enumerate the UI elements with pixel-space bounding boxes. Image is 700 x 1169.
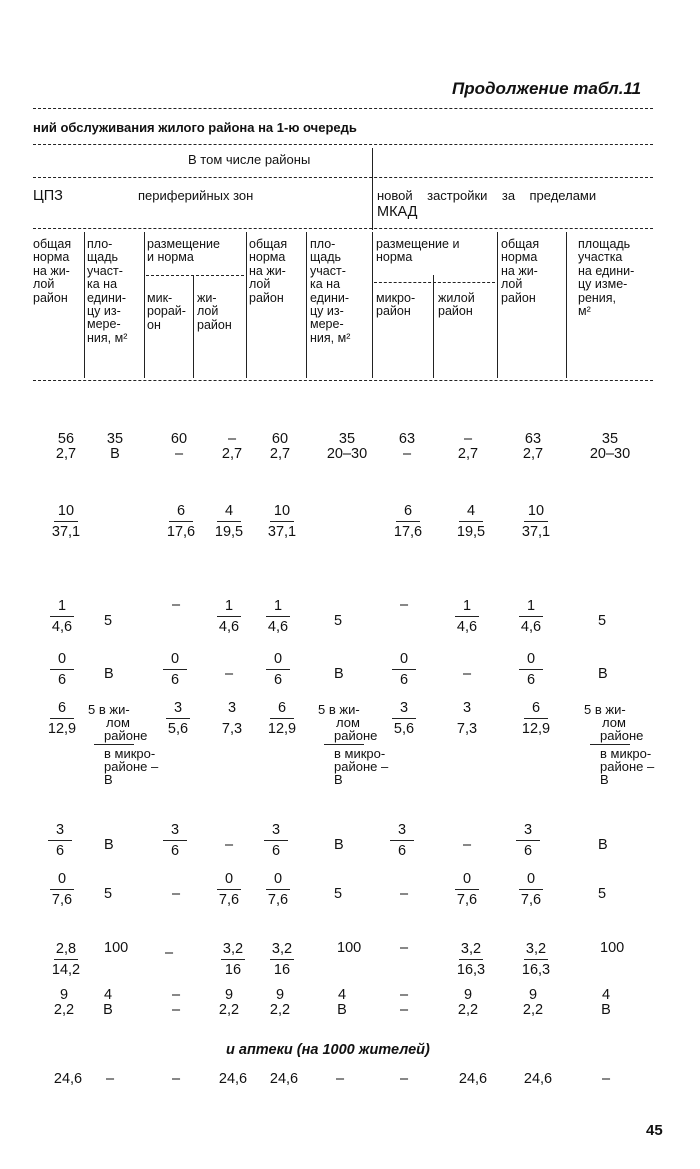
fraction-cell: 6 12,9 [267, 700, 297, 737]
rule [33, 108, 653, 109]
periph-label: периферийных зон [138, 188, 254, 203]
table-cell: 4 В [337, 987, 347, 1018]
fraction-cell: 1 4,6 [267, 598, 289, 635]
fraction-cell: 3 6 [40, 822, 80, 859]
fraction-cell: 0 6 [511, 651, 551, 688]
cell-value: – [400, 597, 409, 613]
cell-value: 100 [600, 940, 625, 956]
col-divider [84, 232, 85, 378]
col-header-obsch2: общая норма на жи- лой район [249, 237, 288, 305]
col-divider [433, 275, 434, 378]
continuation-label: Продолжение табл.11 [452, 79, 642, 98]
cell-value: 5 [104, 613, 113, 629]
fraction-cell: 3,2 16 [271, 941, 293, 978]
col-header-mikro1: мик- рорай- он [147, 291, 186, 332]
table-cell: 9 2,2 [457, 987, 479, 1018]
fraction-cell: 4 19,5 [214, 503, 244, 540]
fraction-cell: 3 5,6 [393, 700, 415, 737]
cell-value: В [104, 666, 114, 682]
cell-value: 100 [337, 940, 362, 956]
table-cell: – – [171, 987, 181, 1018]
table-cell: 24,6 [458, 1071, 488, 1087]
fraction-cell: 6 12,9 [47, 700, 77, 737]
fraction-cell: 0 7,6 [520, 871, 542, 908]
cell-value: – [225, 837, 234, 853]
rule [33, 380, 653, 381]
cell-value: – [172, 886, 181, 902]
fraction-cell: 1 4,6 [218, 598, 240, 635]
cell-value: 5 [334, 886, 343, 902]
table-cell: 35 В [106, 431, 124, 462]
fraction-cell: 3 6 [382, 822, 422, 859]
col-header-plosch2: пло- щадь участ- ка на едини- цу из- мере- ния, м² [310, 237, 351, 345]
cell-note: 5 в жи- лом районе в микро- районе – В [584, 702, 655, 787]
cpz-label: ЦПЗ [33, 188, 63, 204]
fraction-cell: 1 4,6 [520, 598, 542, 635]
cell-value: – [400, 886, 409, 902]
fraction-cell: 6 12,9 [521, 700, 551, 737]
cell-note: 5 в жи- лом районе в микро- районе – В [318, 702, 389, 787]
col-header-obsch3: общая норма на жи- лой район [501, 237, 540, 305]
col-divider [372, 232, 373, 378]
subrule [146, 275, 244, 276]
col-divider [306, 232, 307, 378]
cell-value: 5 [104, 886, 113, 902]
fraction-cell: 1 4,6 [51, 598, 73, 635]
table-cell: 63 – [398, 431, 416, 462]
table-cell: – [335, 1071, 345, 1087]
col-divider [497, 232, 498, 378]
fraction-cell: 0 7,6 [218, 871, 240, 908]
table-cell: – 2,7 [457, 431, 479, 462]
table-cell: 9 2,2 [53, 987, 75, 1018]
table-cell: 35 20–30 [589, 431, 631, 462]
fraction-cell: 4 19,5 [456, 503, 486, 540]
table-cell: – – [399, 987, 409, 1018]
fraction-cell: 3,2 16,3 [521, 941, 551, 978]
col-header-razm1: размещение и норма [147, 237, 220, 265]
rule [33, 228, 653, 229]
col-divider [144, 232, 145, 378]
table-cell: 60 – [170, 431, 188, 462]
fraction-cell: 10 37,1 [267, 503, 297, 540]
fraction-cell: 6 17,6 [393, 503, 423, 540]
section-title: и аптеки (на 1000 жителей) [226, 1042, 430, 1058]
fraction-cell: 0 6 [42, 651, 82, 688]
fraction-cell: 1 4,6 [456, 598, 478, 635]
table-cell: 9 2,2 [269, 987, 291, 1018]
table-cell: – [399, 1071, 409, 1087]
fraction-cell: 3 7,3 [221, 700, 243, 737]
fraction-cell: 3 6 [256, 822, 296, 859]
col-divider [193, 275, 194, 378]
table-cell: 35 20–30 [326, 431, 368, 462]
cell-value: В [334, 837, 344, 853]
fraction-cell: 3 5,6 [167, 700, 189, 737]
col-header-plosch3: площадь участка на едини- цу изме- рения, м² [578, 237, 635, 319]
cell-value: 100 [104, 940, 129, 956]
col-divider [372, 148, 373, 230]
table-cell: – [171, 1071, 181, 1087]
table-cell: 4 В [601, 987, 611, 1018]
table-cell: 9 2,2 [218, 987, 240, 1018]
cell-value: – [165, 945, 174, 961]
mkad-label: МКАД [377, 204, 418, 220]
cell-value: 5 [598, 886, 607, 902]
fraction-cell: 6 17,6 [166, 503, 196, 540]
fraction-cell: 0 7,6 [456, 871, 478, 908]
table-cell: 60 2,7 [269, 431, 291, 462]
col-divider [566, 232, 567, 378]
cell-value: – [172, 597, 181, 613]
cell-value: 5 [598, 613, 607, 629]
fraction-cell: 0 6 [384, 651, 424, 688]
col-header-zhil1: жи- лой район [197, 291, 232, 332]
col-header-mikro2: микро- район [376, 291, 416, 319]
table-cell: – 2,7 [221, 431, 243, 462]
cell-value: В [598, 666, 608, 682]
fraction-cell: 2,8 14,2 [51, 941, 81, 978]
table-cell: 56 2,7 [55, 431, 77, 462]
new-build-label: новой застройки за пределами [377, 188, 597, 203]
cell-value: В [104, 837, 114, 853]
cell-value: – [463, 666, 472, 682]
rule [33, 177, 653, 178]
cell-value: – [400, 940, 409, 956]
table-subtitle: ний обслуживания жилого района на 1-ю очередь [33, 120, 357, 135]
fraction-cell: 0 6 [258, 651, 298, 688]
table-cell: – [105, 1071, 115, 1087]
table-cell: 24,6 [53, 1071, 83, 1087]
fraction-cell: 10 37,1 [521, 503, 551, 540]
col-header-zhil2: жилой район [438, 291, 475, 319]
fraction-cell: 3 6 [155, 822, 195, 859]
fraction-cell: 0 7,6 [51, 871, 73, 908]
cell-value: 5 [334, 613, 343, 629]
cell-note: 5 в жи- лом районе в микро- районе – В [88, 702, 159, 787]
cell-value: – [463, 837, 472, 853]
fraction-cell: 0 6 [155, 651, 195, 688]
col-header-plosch1: пло- щадь участ- ка на едини- цу из- мере- ния, м² [87, 237, 128, 345]
cell-value: – [225, 666, 234, 682]
subrule [374, 282, 495, 283]
fraction-cell: 3 6 [508, 822, 548, 859]
fraction-cell: 3,2 16 [222, 941, 244, 978]
fraction-cell: 3 7,3 [456, 700, 478, 737]
rule [33, 144, 653, 145]
fraction-cell: 10 37,1 [51, 503, 81, 540]
cell-value: В [334, 666, 344, 682]
page-number: 45 [646, 1122, 663, 1139]
fraction-cell: 3,2 16,3 [456, 941, 486, 978]
table-cell: 24,6 [269, 1071, 299, 1087]
fraction-cell: 0 7,6 [267, 871, 289, 908]
table-cell: 9 2,2 [522, 987, 544, 1018]
table-cell: 63 2,7 [522, 431, 544, 462]
table-cell: 24,6 [523, 1071, 553, 1087]
col-header-obsch1: общая норма на жи- лой район [33, 237, 72, 305]
table-cell: – [601, 1071, 611, 1087]
districts-label: В том числе районы [188, 152, 311, 167]
col-header-razm2: размещение и норма [376, 237, 460, 265]
table-cell: 4 В [103, 987, 113, 1018]
table-cell: 24,6 [218, 1071, 248, 1087]
col-divider [246, 232, 247, 378]
cell-value: В [598, 837, 608, 853]
